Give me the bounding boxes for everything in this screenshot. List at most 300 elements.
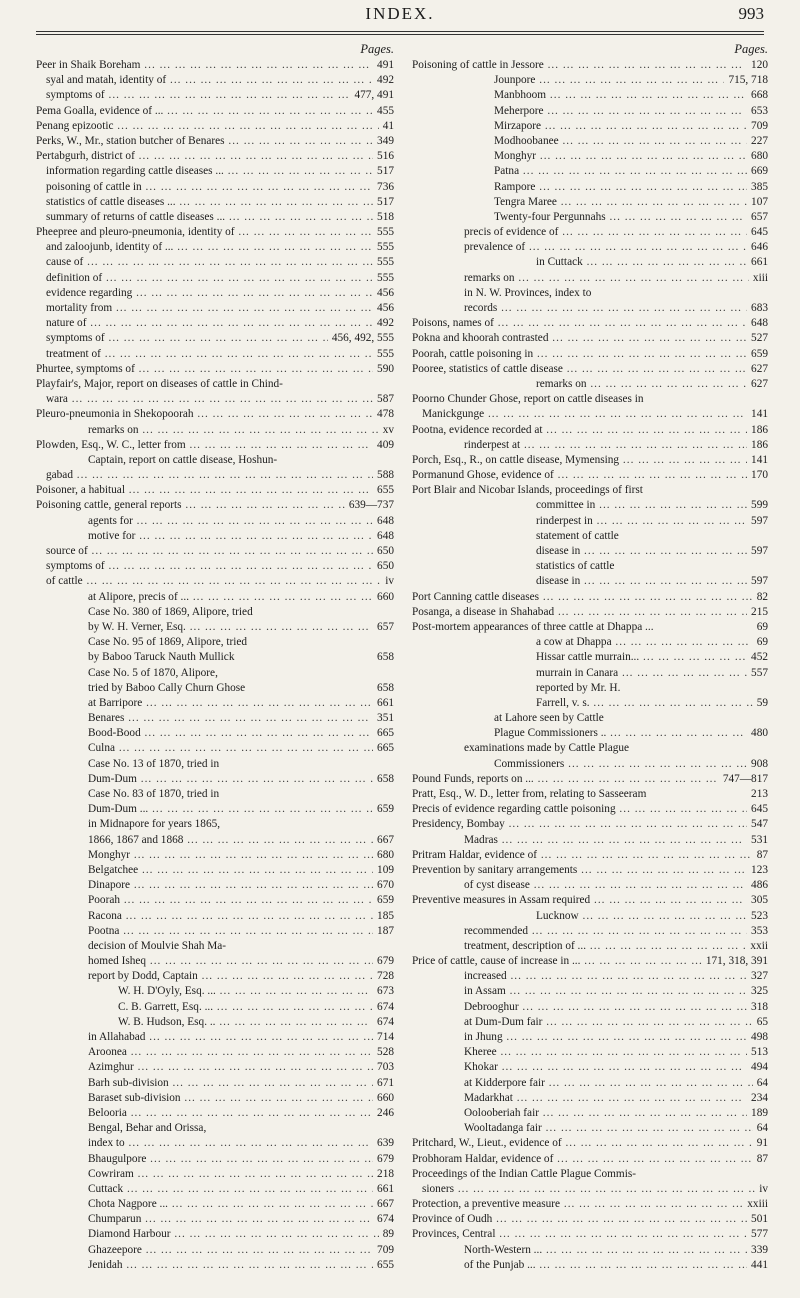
index-entry <box>412 1076 768 1091</box>
index-entry <box>36 453 394 468</box>
index-entry-page: 599 <box>751 499 768 512</box>
index-entry <box>412 88 768 103</box>
index-entry <box>36 119 394 134</box>
index-entry-text: Lucknow ... . <box>536 909 747 924</box>
index-entry-page: 517 <box>377 165 394 178</box>
index-entry-page: 657 <box>751 210 768 223</box>
index-entry <box>412 741 768 756</box>
index-entry-page: 648 <box>751 317 768 330</box>
index-entry <box>36 1136 394 1151</box>
index-entry-text: Preventive measures in Assam required ... . <box>412 893 747 908</box>
index-entry-page: 655 <box>377 484 394 497</box>
index-entry <box>412 1015 768 1030</box>
index-entry-text: agents for ... . <box>88 514 373 529</box>
index-entry <box>36 301 394 316</box>
index-entry <box>412 984 768 999</box>
index-entry-page: 452 <box>751 651 768 664</box>
index-entry-page: 456, 492, 555 <box>331 332 394 345</box>
index-entry <box>36 605 394 620</box>
index-entry <box>412 316 768 331</box>
index-entry-page: 87 <box>756 848 768 861</box>
index-entry-text: poisoning of cattle in ... . <box>46 180 373 195</box>
index-entry <box>412 574 768 589</box>
index-entry-page: 141 <box>751 453 768 466</box>
index-entry <box>412 924 768 939</box>
index-entry-page: 557 <box>751 666 768 679</box>
index-entry <box>36 468 394 483</box>
index-entry <box>412 878 768 893</box>
index-entry-page: 747—817 <box>722 772 768 785</box>
index-entry <box>412 666 768 681</box>
index-entry-page: 657 <box>377 620 394 633</box>
index-entry-text: Bhaugulpore ... . <box>88 1152 373 1167</box>
index-entry <box>412 893 768 908</box>
index-entry <box>36 1243 394 1258</box>
index-entry-page: 492 <box>377 74 394 87</box>
index-entry-page: 480 <box>751 727 768 740</box>
index-entry-page: 650 <box>377 545 394 557</box>
index-entry <box>36 1091 394 1106</box>
index-entry-text: Kheree ... . <box>464 1045 747 1060</box>
index-entry <box>36 347 394 362</box>
index-entry-page: iv <box>385 575 394 588</box>
index-entry <box>36 407 394 422</box>
index-entry-text: Debrooghur ... . <box>464 1000 747 1015</box>
index-entry-text: summary of returns of cattle diseases ... ... . <box>46 210 373 225</box>
index-entry-text: Post-mortem appearances of three cattle at Dhappa ... <box>412 620 654 633</box>
index-entry <box>412 58 768 73</box>
index-entry <box>36 1152 394 1167</box>
index-entry <box>412 255 768 270</box>
index-entry <box>412 514 768 529</box>
index-entry-page: 728 <box>377 970 394 983</box>
index-entry-text: tried by Baboo Cally Churn Ghose <box>88 681 246 694</box>
index-entry-text: Prevention by sanitary arrangements ... . <box>412 863 747 878</box>
index-entry-page: 659 <box>751 347 768 360</box>
index-entry-text: W. H. D'Oyly, Esq. ... ... . <box>118 984 373 999</box>
index-entry-text: Poorah ... . <box>88 893 373 908</box>
index-entry <box>412 1060 768 1075</box>
index-entry-text: examinations made by Cattle Plague <box>464 742 630 755</box>
index-entry-text: statistics of cattle <box>536 560 615 573</box>
index-entry-page: 318 <box>751 1000 768 1013</box>
index-entry-page: 123 <box>751 863 768 876</box>
index-entry-text: Ghazeepore ... . <box>88 1243 373 1258</box>
index-entry-text: Provinces, Central ... . <box>412 1227 747 1242</box>
index-entry-text: symptoms of ... . <box>46 559 373 574</box>
index-entry-text: Jounpore ... . <box>494 73 724 88</box>
index-entry-page: 674 <box>377 1000 394 1013</box>
index-entry-text: at Lahore seen by Cattle <box>494 712 604 725</box>
index-entry-text: information regarding cattle diseases ... ... . <box>46 164 373 179</box>
index-entry-page: 555 <box>377 271 394 284</box>
index-entry <box>412 605 768 620</box>
index-entry <box>412 544 768 559</box>
index-entry <box>36 104 394 119</box>
index-entry-text: Baraset sub-division ... . <box>88 1091 373 1106</box>
index-entry-text: in Jhung ... . <box>464 1030 747 1045</box>
index-entry-text: Monghyr ... . <box>494 149 747 164</box>
index-entry-text: Poisons, names of ... . <box>412 316 747 331</box>
index-entry-text: Porch, Esq., R., on cattle disease, Mymensing ... . <box>412 453 747 468</box>
index-entry-text: Province of Oudh ... . <box>412 1212 747 1227</box>
index-entry <box>36 954 394 969</box>
index-entry-page: 659 <box>377 894 394 907</box>
index-entry-text: Commissioners ... . <box>494 757 747 772</box>
index-entry-page: 185 <box>377 909 394 922</box>
index-entry <box>412 969 768 984</box>
index-entry-page: 339 <box>751 1243 768 1256</box>
index-entry <box>412 726 768 741</box>
index-entry-text: Playfair's, Major, report on diseases of cattle in Chind- <box>36 377 283 390</box>
index-entry-page: 218 <box>377 1167 394 1180</box>
index-entry-text: Modhoobanee ... . <box>494 134 747 149</box>
index-entry-page: 648 <box>377 529 394 542</box>
index-entry-text: Farrell, v. s. ... . <box>536 696 753 711</box>
index-entry-page: xxiii <box>747 1198 768 1211</box>
index-entry <box>36 195 394 210</box>
index-entry-page: 213 <box>751 788 768 800</box>
index-entry-page: 588 <box>377 469 394 482</box>
index-entry <box>36 134 394 149</box>
index-entry-page: 709 <box>751 119 768 132</box>
index-entry-page: 671 <box>377 1076 394 1089</box>
index-entry-text: Poorno Chunder Ghose, report on cattle diseases in <box>412 393 644 406</box>
index-entry-text: Dinapore ... . <box>88 878 373 893</box>
index-entry <box>412 620 768 635</box>
index-entry-page: 69 <box>756 620 768 633</box>
index-entry <box>412 483 768 498</box>
index-entry-text: Pormanund Ghose, evidence of ... . <box>412 468 747 483</box>
index-entry-page: 513 <box>751 1046 768 1059</box>
index-entry-text: remarks on ... . <box>464 271 749 286</box>
index-entry <box>36 969 394 984</box>
index-entry-page: 349 <box>377 134 394 147</box>
index-entry-page: 478 <box>377 408 394 421</box>
index-entry <box>36 149 394 164</box>
index-column-left <box>36 42 394 1273</box>
index-entry-text: Poisoning cattle, general reports ... . <box>36 498 345 513</box>
index-entry-page: 227 <box>751 134 768 147</box>
index-entry <box>36 73 394 88</box>
index-entry <box>36 255 394 270</box>
index-entry-page: 555 <box>377 256 394 269</box>
index-entry <box>412 180 768 195</box>
index-entry <box>412 650 768 665</box>
index-entry-text: Oolooberiah fair ... . <box>464 1106 747 1121</box>
index-entry <box>36 331 394 346</box>
index-entry-page: 653 <box>751 104 768 117</box>
index-entry-page: 69 <box>756 636 768 649</box>
index-entry-text: definition of ... . <box>46 271 373 286</box>
index-entry-page: 189 <box>751 1106 768 1119</box>
index-entry <box>36 1197 394 1212</box>
index-entry <box>36 164 394 179</box>
index-entry <box>412 407 768 422</box>
index-entry <box>36 726 394 741</box>
index-entry-text: W. B. Hudson, Esq. .. ... . <box>118 1015 373 1030</box>
index-entry-page: 661 <box>751 256 768 269</box>
index-entry <box>36 696 394 711</box>
index-entry-text: Pound Funds, reports on ... ... . <box>412 772 719 787</box>
index-column-right <box>412 42 768 1273</box>
index-entry-page: 523 <box>751 909 768 922</box>
index-entry-page: 246 <box>377 1106 394 1119</box>
index-entry-page: 531 <box>751 833 768 846</box>
index-entry-page: 703 <box>377 1061 394 1074</box>
index-entry <box>412 73 768 88</box>
index-entry-text: Pertabgurh, district of ... . <box>36 149 373 164</box>
index-entry <box>36 1227 394 1242</box>
index-entry-page: 492 <box>377 317 394 330</box>
index-entry <box>36 909 394 924</box>
index-entry-text: wara ... . <box>46 392 373 407</box>
index-entry-page: 120 <box>751 59 768 71</box>
index-entry-page: 679 <box>377 1152 394 1165</box>
index-entry-page: 325 <box>751 985 768 998</box>
index-entry <box>412 772 768 787</box>
index-entry-page: 665 <box>377 742 394 755</box>
index-entry <box>36 1106 394 1121</box>
index-entry-page: 674 <box>377 1015 394 1028</box>
index-entry <box>412 1091 768 1106</box>
index-entry <box>36 1076 394 1091</box>
index-entry <box>36 863 394 878</box>
index-entry-page: 409 <box>377 438 394 451</box>
index-entry-text: Dum-Dum ... . <box>88 772 373 787</box>
index-entry <box>36 620 394 635</box>
index-entry-text: nature of ... . <box>46 316 373 331</box>
index-entry <box>36 802 394 817</box>
index-entry-page: 486 <box>751 879 768 892</box>
index-entry <box>412 696 768 711</box>
index-entry-text: Penang epizootic ... . <box>36 119 379 134</box>
index-entry-text: Case No. 95 of 1869, Alipore, tried <box>88 636 248 649</box>
index-entry-text: in Assam ... . <box>464 984 747 999</box>
index-entry-page: 709 <box>377 1243 394 1256</box>
index-entry-page: 528 <box>377 1046 394 1059</box>
index-entry-text: of cattle ... . <box>46 574 381 589</box>
index-entry <box>36 271 394 286</box>
index-entry-page: 186 <box>751 423 768 436</box>
index-entry <box>36 1045 394 1060</box>
index-entry-text: decision of Moulvie Shah Ma- <box>88 939 227 952</box>
index-entry <box>36 240 394 255</box>
index-entry-page: 627 <box>751 362 768 375</box>
index-entry-text: Aroonea ... . <box>88 1045 373 1060</box>
index-entry <box>412 498 768 513</box>
index-entry-page: 547 <box>751 818 768 831</box>
index-entry-text: cause of ... . <box>46 255 373 270</box>
index-entry-text: Cowriram ... . <box>88 1167 373 1182</box>
index-entry-page: 646 <box>751 241 768 254</box>
index-entry-text: Pleuro-pneumonia in Shekopoorah ... . <box>36 407 373 422</box>
index-entry-page: 658 <box>377 772 394 785</box>
index-entry-page: 597 <box>751 575 768 588</box>
index-entry <box>412 195 768 210</box>
index-entry-text: Twenty-four Pergunnahs ... . <box>494 210 747 225</box>
index-entry <box>36 1167 394 1182</box>
index-entry-page: 91 <box>756 1137 768 1150</box>
index-entry <box>36 984 394 999</box>
index-entry-text: Madarkhat ... . <box>464 1091 747 1106</box>
index-entry-text: motive for ... . <box>88 529 373 544</box>
index-entry-text: Cuttack ... . <box>88 1182 373 1197</box>
index-entry <box>36 666 394 681</box>
index-entry-text: Meherpore ... . <box>494 104 747 119</box>
index-entry <box>412 119 768 134</box>
index-entry-text: and zaloojunb, identity of ... ... . <box>46 240 373 255</box>
index-entry-page: 658 <box>377 681 394 694</box>
index-entry <box>36 924 394 939</box>
index-entry <box>36 423 394 438</box>
index-entry-text: increased ... . <box>464 969 747 984</box>
index-entry <box>412 210 768 225</box>
index-entry <box>412 1212 768 1227</box>
index-entry <box>36 1060 394 1075</box>
index-entry-page: 667 <box>377 1198 394 1211</box>
index-entry-page: xv <box>382 423 394 436</box>
index-entry <box>412 863 768 878</box>
index-entry-text: Price of cattle, cause of increase in ... ... . <box>412 954 702 969</box>
index-entry-text: Case No. 380 of 1869, Alipore, tried <box>88 605 253 618</box>
index-entry-page: 501 <box>751 1213 768 1226</box>
index-entry <box>412 392 768 407</box>
index-entry-text: by W. H. Verner, Esq. ... . <box>88 620 373 635</box>
index-entry-text: report by Dodd, Captain ... . <box>88 969 373 984</box>
index-entry-text: Benares ... . <box>88 711 373 726</box>
index-entry <box>412 939 768 954</box>
index-entry-page: iv <box>759 1182 768 1195</box>
index-entry-text: Diamond Harbour ... . <box>88 1227 379 1242</box>
index-entry-text: treatment of ... . <box>46 347 373 362</box>
index-entry-page: 668 <box>751 89 768 102</box>
index-entry-page: xiii <box>752 271 768 284</box>
index-entry <box>36 1030 394 1045</box>
index-entry-text: murrain in Canara ... . <box>536 666 747 681</box>
index-entry-text: Case No. 5 of 1870, Alipore, <box>88 666 218 679</box>
index-entry-page: 518 <box>377 210 394 223</box>
page-number: 993 <box>738 4 764 23</box>
index-entry <box>36 316 394 331</box>
index-entry-page: 680 <box>377 848 394 861</box>
index-entry <box>412 1227 768 1242</box>
index-entry <box>412 848 768 863</box>
index-entry-text: Plague Commissioners .. ... . <box>494 726 747 741</box>
index-entry <box>36 529 394 544</box>
header-rule <box>36 31 764 32</box>
index-entry-text: at Barripore ... . <box>88 696 373 711</box>
index-entry-page: 661 <box>377 1182 394 1195</box>
index-entry-page: 669 <box>751 165 768 178</box>
index-entry <box>412 833 768 848</box>
index-entry-text: mortality from ... . <box>46 301 373 316</box>
index-entry <box>412 1182 768 1197</box>
index-entry <box>36 711 394 726</box>
index-entry-text: North-Western ... ... . <box>464 1243 747 1258</box>
index-entry-page: 665 <box>377 727 394 740</box>
index-entry-text: Belgatchee ... . <box>88 863 373 878</box>
index-entry-text: by Baboo Taruck Nauth Mullick <box>88 651 235 664</box>
index-entry-page: 714 <box>377 1031 394 1043</box>
index-entry <box>412 559 768 574</box>
index-entry-text: a cow at Dhappa ... . <box>536 635 753 650</box>
index-entry <box>36 210 394 225</box>
index-entry <box>36 544 394 559</box>
index-entry-page: 107 <box>751 195 768 208</box>
index-entry-text: statement of cattle <box>536 529 619 542</box>
index-entry-text: Poorah, cattle poisoning in ... . <box>412 347 747 362</box>
index-entry <box>36 498 394 513</box>
index-entry <box>36 1212 394 1227</box>
index-entry-page: 674 <box>377 1213 394 1226</box>
index-entry-text: Pokna and khoorah contrasted ... . <box>412 331 747 346</box>
index-entry-page: 659 <box>377 803 394 816</box>
index-entry-page: 597 <box>751 545 768 557</box>
index-entry-page: 639—737 <box>348 499 394 512</box>
index-entry <box>412 802 768 817</box>
index-entry-page: 577 <box>751 1228 768 1241</box>
index-entry <box>36 1121 394 1136</box>
index-entry-text: Proceedings of the Indian Cattle Plague Commis- <box>412 1167 637 1180</box>
index-entry-page: 627 <box>751 377 768 390</box>
index-entry <box>412 134 768 149</box>
index-entry-text: Tengra Maree ... . <box>494 195 747 210</box>
index-entry <box>36 514 394 529</box>
index-entry <box>412 438 768 453</box>
index-entry-page: 597 <box>751 514 768 527</box>
index-entry-page: 491 <box>377 59 394 71</box>
index-entry-text: Rampore ... . <box>494 180 747 195</box>
index-entry-text: Precis of evidence regarding cattle poisoning ... . <box>412 802 747 817</box>
index-entry <box>412 453 768 468</box>
index-entry-text: Posanga, a disease in Shahabad ... . <box>412 605 747 620</box>
index-entry-text: Port Blair and Nicobar Islands, proceedings of first <box>412 484 643 497</box>
index-entry-page: 648 <box>377 514 394 527</box>
index-entry-page: 660 <box>377 1091 394 1104</box>
index-entry <box>412 1121 768 1136</box>
index-entry-text: Madras ... . <box>464 833 747 848</box>
index-entry-text: Racona ... . <box>88 909 373 924</box>
index-entry-page: 215 <box>751 605 768 618</box>
index-entry <box>36 878 394 893</box>
index-entry-text: symptoms of ... . <box>46 331 328 346</box>
index-entry-page: 655 <box>377 1258 394 1271</box>
index-entry-text: Probhoram Haldar, evidence of ... . <box>412 1152 753 1167</box>
index-entry-text: Chota Nagpore ... ... . <box>88 1197 373 1212</box>
index-entry <box>412 271 768 286</box>
index-entry-text: symptoms of ... . <box>46 88 350 103</box>
index-entry-list <box>36 58 394 1273</box>
index-entry <box>412 817 768 832</box>
index-entry <box>36 893 394 908</box>
index-entry-page: 456 <box>377 302 394 314</box>
index-entry-text: at Dum-Dum fair ... . <box>464 1015 753 1030</box>
index-entry-text: evidence regarding ... . <box>46 286 373 301</box>
index-entry-text: of the Punjab ... ... . <box>464 1258 747 1273</box>
index-entry-page: 89 <box>382 1228 394 1241</box>
index-entry-text: index to ... . <box>88 1136 373 1151</box>
index-entry <box>36 58 394 73</box>
index-entry-text: Plowden, Esq., W. C., letter from ... . <box>36 438 373 453</box>
index-entry-text: Jenidah ... . <box>88 1258 373 1273</box>
index-entry-page: 41 <box>382 119 394 132</box>
index-entry-page: 186 <box>751 438 768 451</box>
index-entry <box>36 362 394 377</box>
index-entry-text: Bengal, Behar and Orissa, <box>88 1122 207 1135</box>
index-entry <box>412 164 768 179</box>
index-entry-text: C. B. Garrett, Esq. ... ... . <box>118 1000 373 1015</box>
